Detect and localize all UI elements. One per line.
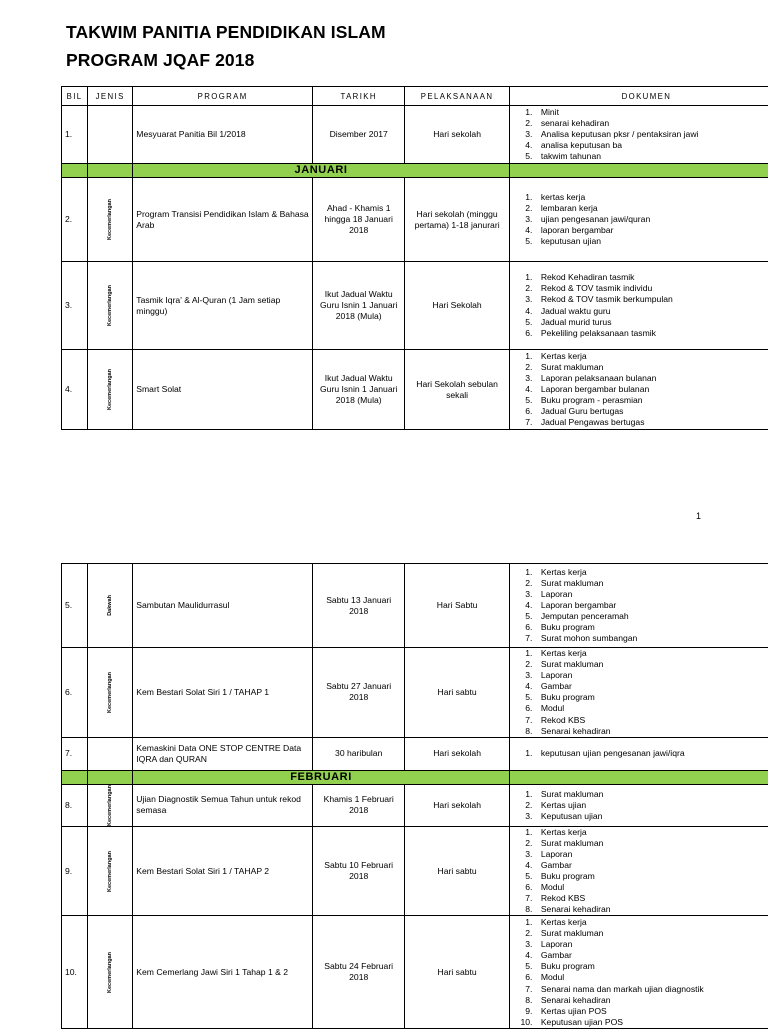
document-list-item: 3. Laporan pelaksanaan bulanan	[535, 373, 768, 384]
document-list-item: 7. Surat mohon sumbangan	[535, 633, 768, 644]
document-list-item: 4. analisa keputusan ba	[535, 140, 768, 151]
document-list-item: 1. Kertas kerja	[535, 648, 768, 659]
document-list-item: 4. Laporan bergambar	[535, 600, 768, 611]
document-list-item: 7. Senarai nama dan markah ujian diagnostik	[535, 984, 768, 995]
table-row	[62, 737, 768, 770]
document-list-item: 8. Senarai kehadiran	[535, 904, 768, 915]
row-bil: 2.	[62, 178, 88, 262]
row-program: Mesyuarat Panitia Bil 1/2018	[133, 106, 313, 164]
row-tarikh: Disember 2017	[313, 106, 405, 164]
table-row	[62, 916, 768, 1029]
month-row-januari	[62, 164, 768, 178]
document-list-item: 8. Senarai kehadiran	[535, 995, 768, 1006]
table-row	[62, 106, 768, 164]
document-list-item: 2. Surat makluman	[535, 838, 768, 849]
jenis-label: Kecemerlangan	[107, 672, 113, 713]
row-dokumen	[509, 916, 768, 1029]
row-pelaksanaan: Hari sekolah	[405, 737, 509, 770]
document-list-item: 6. Modul	[535, 972, 768, 983]
row-jenis	[88, 916, 133, 1029]
document-list-item: 3. Laporan	[535, 670, 768, 681]
document-list-item: 6. Modul	[535, 703, 768, 714]
document-list-item: 5. Buku program - perasmian	[535, 395, 768, 406]
row-bil: 7.	[62, 737, 88, 770]
row-jenis	[88, 178, 133, 262]
document-list-item: 5. Jemputan penceramah	[535, 611, 768, 622]
document-list-item: 7. Rekod KBS	[535, 715, 768, 726]
row-pelaksanaan: Hari sekolah (minggu pertama) 1-18 janurari	[405, 178, 509, 262]
document-list-item: 2. lembaran kerja	[535, 203, 768, 214]
jenis-label: Kecemerlangan	[107, 785, 113, 826]
row-bil: 1.	[62, 106, 88, 164]
document-list-item: 2. Surat makluman	[535, 928, 768, 939]
row-program: Kem Bestari Solat Siri 1 / TAHAP 1	[133, 648, 313, 738]
document-list	[513, 192, 768, 247]
row-pelaksanaan: Hari Sekolah sebulan sekali	[405, 350, 509, 430]
col-header-program: PROGRAM	[133, 87, 313, 106]
table-row	[62, 178, 768, 262]
row-bil: 3.	[62, 262, 88, 350]
row-dokumen	[509, 784, 768, 826]
document-list-item: 7. Rekod KBS	[535, 893, 768, 904]
row-pelaksanaan: Hari Sekolah	[405, 262, 509, 350]
document-list-item: 2. senarai kehadiran	[535, 118, 768, 129]
document-list-item: 1. Surat makluman	[535, 789, 768, 800]
col-header-jenis: JENIS	[88, 87, 133, 106]
row-tarikh: Ikut Jadual Waktu Guru Isnin 1 Januari 2018 (Mula)	[313, 350, 405, 430]
jenis-label: Kecemerlangan	[107, 369, 113, 410]
row-pelaksanaan: Hari sekolah	[405, 784, 509, 826]
table-row	[62, 784, 768, 826]
row-program: Kem Bestari Solat Siri 1 / TAHAP 2	[133, 826, 313, 916]
document-subtitle: PROGRAM JQAF 2018	[66, 50, 254, 71]
document-list-item: 4. Gambar	[535, 950, 768, 961]
document-list	[513, 107, 768, 162]
row-jenis	[88, 648, 133, 738]
calendar-table-page-2	[61, 563, 768, 1029]
document-list-item: 3. Laporan	[535, 849, 768, 860]
row-pelaksanaan: Hari sabtu	[405, 648, 509, 738]
row-dokumen	[509, 826, 768, 916]
document-list-item: 3. Laporan	[535, 589, 768, 600]
col-header-bil: BIL	[62, 87, 88, 106]
row-bil: 9.	[62, 826, 88, 916]
row-dokumen	[509, 350, 768, 430]
document-list-item: 5. Buku program	[535, 692, 768, 703]
table-header-row	[62, 87, 768, 106]
page-number: 1	[696, 511, 701, 521]
month-label: JANUARI	[133, 164, 510, 178]
document-list-item: 2. Kertas ujian	[535, 800, 768, 811]
document-list-item: 3. Keputusan ujian	[535, 811, 768, 822]
jenis-label: Kecemerlangan	[107, 199, 113, 240]
document-list-item: 3. ujian pengesanan jawi/quran	[535, 214, 768, 225]
document-list-item: 10. Keputusan ujian POS	[535, 1017, 768, 1028]
table-row	[62, 826, 768, 916]
row-bil: 10.	[62, 916, 88, 1029]
jenis-label: Kecemerlangan	[107, 285, 113, 326]
row-bil: 4.	[62, 350, 88, 430]
document-list-item: 1. keputusan ujian pengesanan jawi/iqra	[535, 748, 768, 759]
col-header-tarikh: TARIKH	[313, 87, 405, 106]
document-list-item: 3. Rekod & TOV tasmik berkumpulan	[535, 294, 768, 305]
document-list	[513, 827, 768, 916]
document-list	[513, 917, 768, 1028]
table-row	[62, 648, 768, 738]
document-list-item: 4. laporan bergambar	[535, 225, 768, 236]
row-dokumen	[509, 564, 768, 648]
document-list-item: 9. Kertas ujian POS	[535, 1006, 768, 1017]
row-program: Program Transisi Pendidikan Islam & Bahasa Arab	[133, 178, 313, 262]
document-list-item: 1. Rekod Kehadiran tasmik	[535, 272, 768, 283]
document-list-item: 2. Surat makluman	[535, 578, 768, 589]
document-list-item: 6. Jadual Guru bertugas	[535, 406, 768, 417]
row-bil: 8.	[62, 784, 88, 826]
document-list-item: 5. Buku program	[535, 871, 768, 882]
row-dokumen	[509, 648, 768, 738]
table-row	[62, 262, 768, 350]
row-jenis	[88, 564, 133, 648]
document-list-item: 1. Kertas kerja	[535, 351, 768, 362]
row-jenis	[88, 106, 133, 164]
document-list-item: 7. Jadual Pengawas bertugas	[535, 417, 768, 428]
row-tarikh: Sabtu 27 Januari 2018	[313, 648, 405, 738]
row-pelaksanaan: Hari sabtu	[405, 826, 509, 916]
row-program: Kemaskini Data ONE STOP CENTRE Data IQRA dan QURAN	[133, 737, 313, 770]
table-row	[62, 564, 768, 648]
row-jenis	[88, 350, 133, 430]
document-list	[513, 748, 768, 759]
row-program: Kem Cemerlang Jawi Siri 1 Tahap 1 & 2	[133, 916, 313, 1029]
document-list-item: 5. keputusan ujian	[535, 236, 768, 247]
document-list-item: 8. Senarai kehadiran	[535, 726, 768, 737]
col-header-pelaksanaan: PELAKSANAAN	[405, 87, 509, 106]
col-header-dokumen: DOKUMEN	[509, 87, 768, 106]
document-list-item: 1. Minit	[535, 107, 768, 118]
document-list	[513, 648, 768, 737]
month-label: FEBRUARI	[133, 770, 510, 784]
row-jenis	[88, 262, 133, 350]
row-program: Tasmik Iqra' & Al-Quran (1 Jam setiap minggu)	[133, 262, 313, 350]
row-bil: 5.	[62, 564, 88, 648]
document-list-item: 2. Surat makluman	[535, 659, 768, 670]
document-list	[513, 789, 768, 822]
row-program: Sambutan Maulidurrasul	[133, 564, 313, 648]
document-list-item: 6. Modul	[535, 882, 768, 893]
row-dokumen	[509, 178, 768, 262]
row-jenis	[88, 784, 133, 826]
document-list-item: 4. Gambar	[535, 681, 768, 692]
month-row-februari	[62, 770, 768, 784]
document-title: TAKWIM PANITIA PENDIDIKAN ISLAM	[66, 22, 386, 43]
document-list-item: 5. Jadual murid turus	[535, 317, 768, 328]
row-jenis	[88, 737, 133, 770]
document-list-item: 5. takwim tahunan	[535, 151, 768, 162]
calendar-table-page-1	[61, 86, 768, 430]
document-list-item: 5. Buku program	[535, 961, 768, 972]
row-program: Ujian Diagnostik Semua Tahun untuk rekod semasa	[133, 784, 313, 826]
document-list-item: 3. Analisa keputusan pksr / pentaksiran jawi	[535, 129, 768, 140]
row-pelaksanaan: Hari sabtu	[405, 916, 509, 1029]
document-list-item: 1. Kertas kerja	[535, 917, 768, 928]
row-tarikh: Sabtu 10 Februari 2018	[313, 826, 405, 916]
document-list-item: 3. Laporan	[535, 939, 768, 950]
row-tarikh: Sabtu 24 Februari 2018	[313, 916, 405, 1029]
row-bil: 6.	[62, 648, 88, 738]
document-list-item: 4. Laporan bergambar bulanan	[535, 384, 768, 395]
row-dokumen	[509, 737, 768, 770]
row-tarikh: Sabtu 13 Januari 2018	[313, 564, 405, 648]
row-tarikh: 30 haribulan	[313, 737, 405, 770]
row-dokumen	[509, 262, 768, 350]
document-list-item: 2. Surat makluman	[535, 362, 768, 373]
jenis-label: Dakwah	[107, 595, 113, 616]
row-pelaksanaan: Hari Sabtu	[405, 564, 509, 648]
row-tarikh: Ahad - Khamis 1 hingga 18 Januari 2018	[313, 178, 405, 262]
jenis-label: Kecemerlangan	[107, 851, 113, 892]
row-program: Smart Solat	[133, 350, 313, 430]
row-tarikh: Ikut Jadual Waktu Guru Isnin 1 Januari 2018 (Mula)	[313, 262, 405, 350]
row-jenis	[88, 826, 133, 916]
document-list-item: 6. Buku program	[535, 622, 768, 633]
jenis-label: Kecemerlangan	[107, 952, 113, 993]
table-row	[62, 350, 768, 430]
document-list	[513, 567, 768, 645]
document-list-item: 4. Jadual waktu guru	[535, 306, 768, 317]
document-list	[513, 351, 768, 429]
document-list-item: 6. Pekeliling pelaksanaan tasmik	[535, 328, 768, 339]
document-list-item: 2. Rekod & TOV tasmik individu	[535, 283, 768, 294]
row-tarikh: Khamis 1 Februari 2018	[313, 784, 405, 826]
row-dokumen	[509, 106, 768, 164]
document-list-item: 1. kertas kerja	[535, 192, 768, 203]
document-list-item: 4. Gambar	[535, 860, 768, 871]
row-pelaksanaan: Hari sekolah	[405, 106, 509, 164]
document-list-item: 1. Kertas kerja	[535, 567, 768, 578]
document-list	[513, 272, 768, 339]
document-list-item: 1. Kertas kerja	[535, 827, 768, 838]
